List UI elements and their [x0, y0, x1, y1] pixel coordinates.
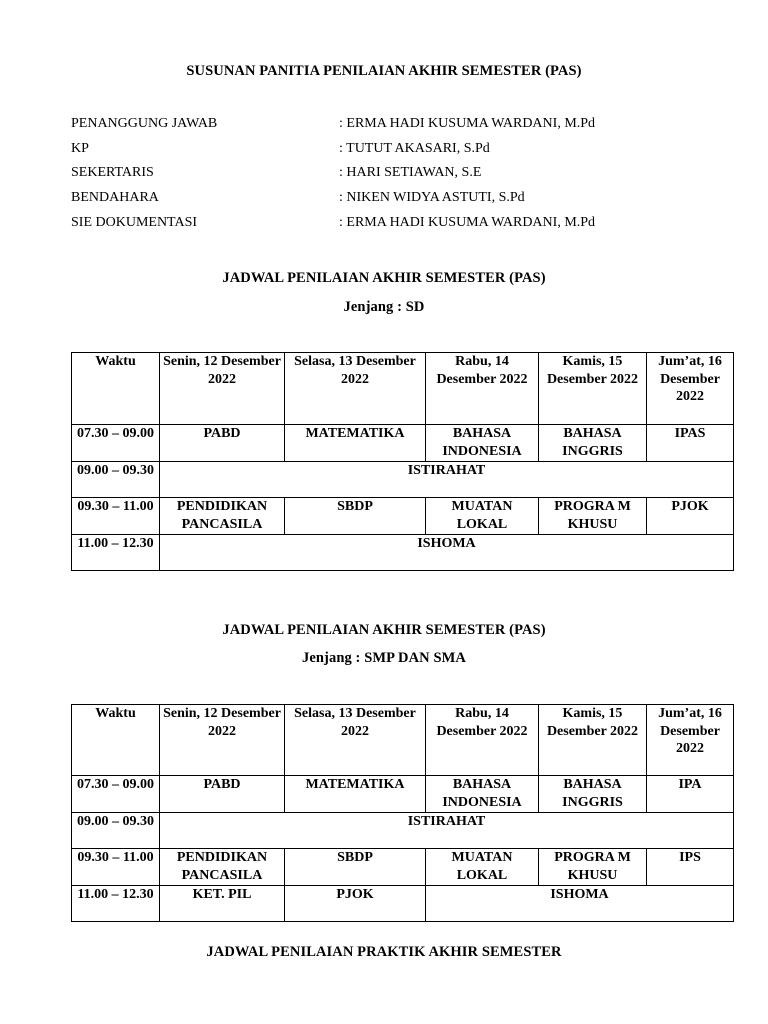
time-cell: 09.00 – 09.30 — [72, 462, 160, 498]
committee-title: SUSUNAN PANITIA PENILAIAN AKHIR SEMESTER (PAS) — [186, 63, 582, 79]
subject-cell: BAHASA INGGRIS — [539, 425, 647, 462]
committee-name: : NIKEN WIDYA ASTUTI, S.Pd — [339, 190, 525, 206]
table-header-row — [72, 705, 734, 776]
time-cell: 07.30 – 09.00 — [72, 425, 160, 462]
subject-cell: IPS — [647, 849, 734, 886]
smp-schedule-title: JADWAL PENILAIAN AKHIR SEMESTER (PAS) — [222, 622, 546, 638]
time-cell: 11.00 – 12.30 — [72, 886, 160, 922]
committee-role: KP — [71, 140, 89, 156]
table-row — [72, 849, 734, 886]
header-cell: Senin, 12 Desember 2022 — [160, 705, 285, 776]
subject-cell: PENDIDIKAN PANCASILA — [160, 849, 285, 886]
smp-level-label: Jenjang : SMP DAN SMA — [301, 650, 466, 666]
subject-cell: PJOK — [285, 886, 426, 922]
committee-role: SEKERTARIS — [71, 165, 154, 181]
header-cell: Rabu, 14 Desember 2022 — [426, 353, 539, 425]
subject-cell: MUATAN LOKAL — [426, 849, 539, 886]
table-header-row — [72, 353, 734, 425]
subject-cell: SBDP — [285, 498, 426, 535]
smp-schedule-table — [71, 704, 734, 922]
break-cell: ISTIRAHAT — [160, 813, 734, 849]
table-row — [72, 425, 734, 462]
subject-cell: PENDIDIKAN PANCASILA — [160, 498, 285, 535]
time-cell: 11.00 – 12.30 — [72, 535, 160, 571]
committee-role: PENANGGUNG JAWAB — [71, 116, 218, 131]
subject-cell: MATEMATIKA — [285, 425, 426, 462]
time-cell: 09.30 – 11.00 — [72, 498, 160, 535]
subject-cell: PROGRA M KHUSU — [539, 849, 647, 886]
header-cell: Selasa, 13 Desember 2022 — [285, 705, 426, 776]
subject-cell: IPAS — [647, 425, 734, 462]
table-row — [72, 535, 734, 571]
sd-schedule-title: JADWAL PENILAIAN AKHIR SEMESTER (PAS) — [222, 270, 546, 286]
subject-cell: PABD — [160, 776, 285, 813]
table-row — [72, 886, 734, 922]
header-cell: Rabu, 14 Desember 2022 — [426, 705, 539, 776]
time-cell: 09.00 – 09.30 — [72, 813, 160, 849]
table-row — [72, 498, 734, 535]
time-cell: 09.30 – 11.00 — [72, 849, 160, 886]
header-cell: Jum’at, 16 Desember 2022 — [647, 705, 734, 776]
time-cell: 07.30 – 09.00 — [72, 776, 160, 813]
subject-cell: MATEMATIKA — [285, 776, 426, 813]
table-row — [72, 776, 734, 813]
header-cell: Kamis, 15 Desember 2022 — [539, 705, 647, 776]
header-cell: Selasa, 13 Desember 2022 — [285, 353, 426, 425]
practice-schedule-title: JADWAL PENILAIAN PRAKTIK AKHIR SEMESTER — [206, 944, 562, 960]
committee-name: : ERMA HADI KUSUMA WARDANI, M.Pd — [339, 214, 596, 230]
committee-role: BENDAHARA — [71, 190, 159, 206]
subject-cell: IPA — [647, 776, 734, 813]
subject-cell: KET. PIL — [160, 886, 285, 922]
header-cell: Waktu — [72, 353, 160, 425]
committee-name: : ERMA HADI KUSUMA WARDANI, M.Pd — [339, 116, 596, 131]
header-cell: Jum’at, 16 Desember 2022 — [647, 353, 734, 425]
table-row — [72, 462, 734, 498]
subject-cell: PROGRA M KHUSU — [539, 498, 647, 535]
break-cell: ISHOMA — [160, 535, 734, 571]
header-cell: Waktu — [72, 705, 160, 776]
committee-name: : TUTUT AKASARI, S.Pd — [339, 140, 490, 156]
break-cell: ISTIRAHAT — [160, 462, 734, 498]
subject-cell: MUATAN LOKAL — [426, 498, 539, 535]
table-row — [72, 813, 734, 849]
subject-cell: BAHASA INGGRIS — [539, 776, 647, 813]
sd-schedule-table — [71, 352, 734, 571]
header-cell: Kamis, 15 Desember 2022 — [539, 353, 647, 425]
committee-role: SIE DOKUMENTASI — [71, 214, 198, 230]
subject-cell: PABD — [160, 425, 285, 462]
subject-cell: BAHASA INDONESIA — [426, 425, 539, 462]
subject-cell: PJOK — [647, 498, 734, 535]
subject-cell: SBDP — [285, 849, 426, 886]
subject-cell: BAHASA INDONESIA — [426, 776, 539, 813]
committee-name: : HARI SETIAWAN, S.E — [339, 165, 482, 181]
header-cell: Senin, 12 Desember 2022 — [160, 353, 285, 425]
sd-level-label: Jenjang : SD — [343, 299, 425, 315]
break-cell: ISHOMA — [426, 886, 734, 922]
